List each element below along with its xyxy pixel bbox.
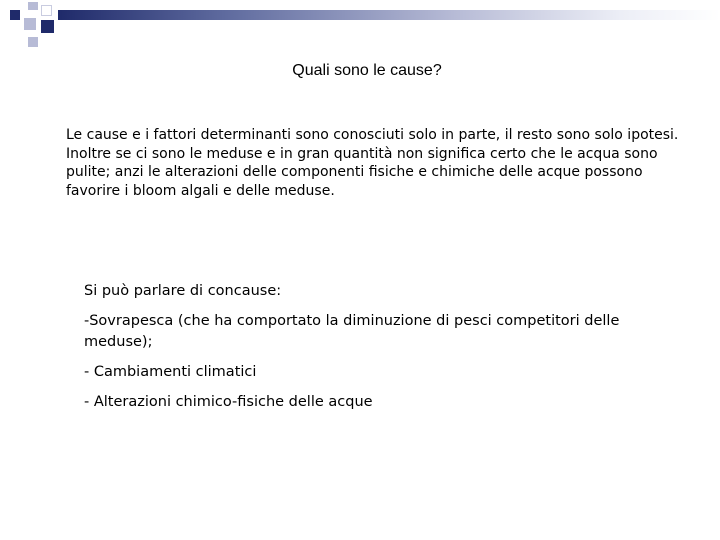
decor-square-light [24, 18, 36, 30]
decor-square-light [28, 2, 38, 10]
title-accent-bar [58, 10, 720, 20]
decor-square-white [41, 5, 52, 16]
intro-paragraph: Le cause e i fattori determinanti sono conosciuti solo in parte, il resto sono solo ipotesi. [66, 127, 679, 143]
cause-item: - Alterazioni chimico-fisiche delle acque [84, 394, 373, 410]
cause-item: -Sovrapesca (che ha comportato la diminuzione di pesci competitori delle meduse); [84, 313, 620, 350]
decorative-squares [0, 0, 60, 48]
slide-title: Quali sono le cause? [292, 62, 442, 79]
decor-square-dark [10, 10, 20, 20]
cause-item: - Cambiamenti climatici [84, 364, 257, 380]
intro-text-block [66, 126, 686, 200]
decor-square-light [28, 37, 38, 47]
decor-square-dark [41, 20, 54, 33]
causes-heading: Si può parlare di concause: [84, 283, 282, 299]
intro-paragraph: Inoltre se ci sono le meduse e in gran quantità non significa certo che le acqua sono pulite; anzi le alterazioni delle componenti fisiche e chimiche delle acque possono favorire i bloom algali e delle meduse. [66, 145, 658, 199]
causes-list [84, 281, 684, 422]
